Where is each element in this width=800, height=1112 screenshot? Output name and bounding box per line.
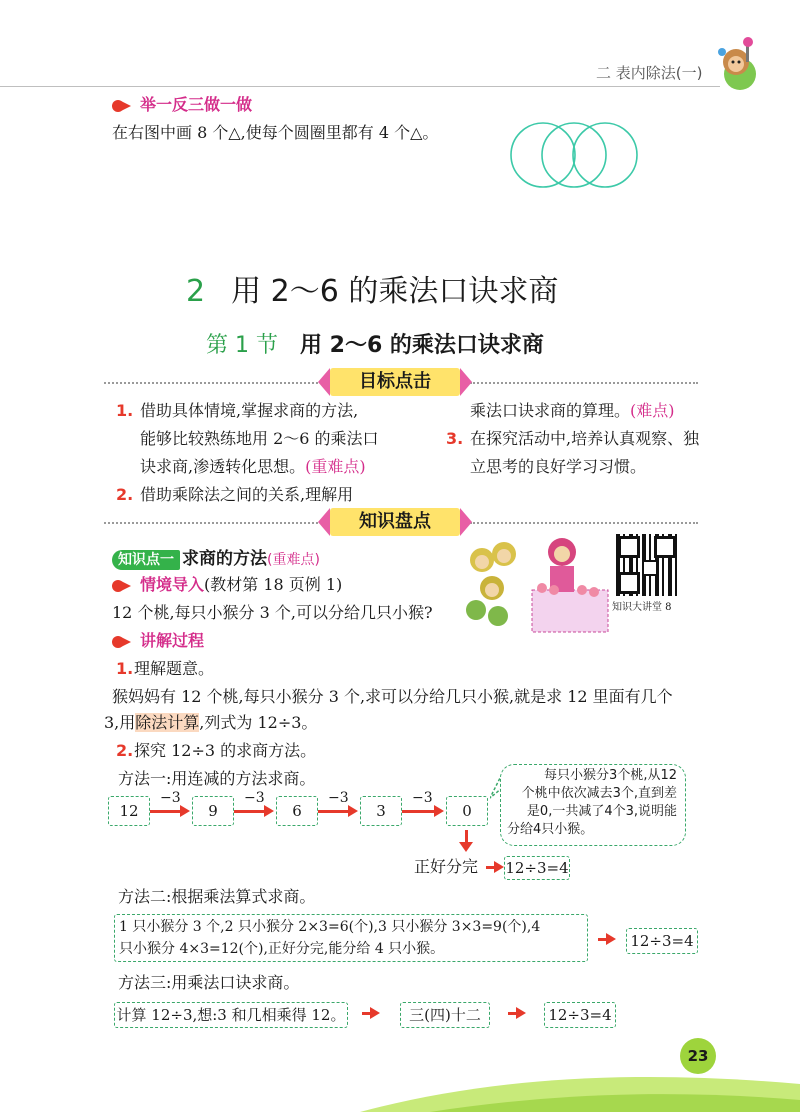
goal-1-line-2: 能够比较熟练地用 2～6 的乘法口	[140, 429, 379, 448]
arrow-icon	[234, 810, 266, 813]
explain-paragraph-line-2: 3,用除法计算,列式为 12÷3。	[104, 713, 318, 732]
scenario-heading: 情境导入(教材第 18 页例 1)	[112, 572, 342, 598]
minus-label: −3	[412, 790, 433, 806]
minus-label: −3	[328, 790, 349, 806]
explanation-bubble: 每只小猴分3个桃,从12 个桃中依次减去3个,直到差 是0,一共减了4个3,说明能 分给4只小猴。	[500, 764, 686, 846]
goal-1-line-3: 诀求商,渗透转化思想。(重难点)	[140, 457, 366, 476]
three-circles-diagram	[508, 120, 640, 190]
bullet-icon	[112, 100, 134, 112]
subtraction-box: 9	[192, 796, 234, 826]
subtraction-box: 12	[108, 796, 150, 826]
goal-2-number: 2.	[116, 485, 134, 504]
goal-1-number: 1.	[116, 401, 134, 420]
goal-2-line-2: 乘法口诀求商的算理。(难点)	[470, 401, 675, 420]
explain-heading: 讲解过程	[112, 628, 204, 654]
arrow-icon	[318, 810, 350, 813]
arrow-icon	[486, 866, 496, 869]
goal-3-number: 3.	[446, 429, 464, 448]
minus-label: −3	[244, 790, 265, 806]
banner-rule-right	[470, 382, 698, 384]
goals-banner: 目标点击	[330, 368, 460, 396]
subtraction-box: 3	[360, 796, 402, 826]
method-3-box-1: 计算 12÷3,想:3 和几相乘得 12。	[114, 1002, 348, 1028]
goal-2-line-1: 借助乘除法之间的关系,理解用	[140, 485, 354, 504]
down-arrow-head	[459, 842, 473, 852]
done-label: 正好分完	[414, 857, 479, 876]
banner-tab-left-2	[318, 508, 330, 536]
highlight-division: 除法计算	[135, 713, 200, 732]
step-2-text: 探究 12÷3 的求商方法。	[134, 741, 317, 760]
result-box-1: 12÷3=4	[504, 856, 570, 880]
method-1-title: 方法一:用连减的方法求商。	[118, 769, 316, 788]
chapter-title: 2 用 2～6 的乘法口诀求商	[186, 274, 559, 309]
arrow-icon	[402, 810, 436, 813]
monkey-mascot-icon	[712, 36, 764, 92]
banner-rule-right-2	[470, 522, 698, 524]
banner-rule-left	[104, 382, 330, 384]
header-rule	[0, 86, 720, 87]
bullet-icon	[112, 580, 134, 592]
method-2-title: 方法二:根据乘法算式求商。	[118, 887, 316, 906]
knowledge-banner: 知识盘点	[330, 508, 460, 536]
step-2-number: 2.	[116, 741, 134, 760]
banner-tab-left	[318, 368, 330, 396]
method-3-title: 方法三:用乘法口诀求商。	[118, 973, 300, 992]
arrow-icon	[150, 810, 182, 813]
monkeys-peaches-illustration	[462, 530, 612, 636]
goal-2-tag: (难点)	[630, 401, 675, 420]
step-1-number: 1.	[116, 659, 134, 678]
step-1-text: 理解题意。	[134, 659, 215, 678]
banner-rule-left-2	[104, 522, 330, 524]
arrow-icon	[362, 1012, 372, 1015]
goal-1-tag: (重难点)	[305, 457, 366, 476]
exercise-heading: 举一反三做一做	[112, 92, 252, 118]
explain-paragraph-line-1: 猴妈妈有 12 个桃,每只小猴分 3 个,求可以分给几只小猴,就是求 12 里面有几个	[112, 687, 673, 706]
goal-3-line-1: 在探究活动中,培养认真观察、独	[470, 429, 700, 448]
qr-caption: 知识大讲堂 8	[612, 602, 672, 613]
result-box-3: 12÷3=4	[544, 1002, 616, 1028]
minus-label: −3	[160, 790, 181, 806]
method-2-box: 1 只小猴分 3 个,2 只小猴分 2×3=6(个),3 只小猴分 3×3=9(个),4 只小猴分 4×3=12(个),正好分完,能分给 4 只小猴。	[114, 914, 588, 962]
subtraction-box: 6	[276, 796, 318, 826]
knowledge-point-tag: 知识点一	[112, 550, 180, 570]
goal-3-line-2: 立思考的良好学习习惯。	[470, 457, 647, 476]
qr-code[interactable]	[616, 534, 678, 596]
scenario-text: 12 个桃,每只小猴分 3 个,可以分给几只小猴?	[112, 603, 433, 622]
subtraction-box: 0	[446, 796, 488, 826]
header-section-title: 二 表内除法(一)	[596, 64, 703, 82]
banner-tab-right	[460, 368, 472, 396]
arrow-icon	[598, 938, 608, 941]
section-title: 第 1 节 用 2～6 的乘法口诀求商	[206, 333, 544, 358]
method-3-box-2: 三(四)十二	[400, 1002, 490, 1028]
knowledge-point-heading: 知识点一 求商的方法(重难点)	[112, 544, 320, 566]
page-number: 23	[680, 1038, 716, 1074]
goal-1-line-1: 借助具体情境,掌握求商的方法,	[140, 401, 359, 420]
result-box-2: 12÷3=4	[626, 928, 698, 954]
bullet-icon	[112, 636, 134, 648]
arrow-icon	[508, 1012, 518, 1015]
exercise-text: 在右图中画 8 个△,使每个圆圈里都有 4 个△。	[112, 123, 439, 142]
